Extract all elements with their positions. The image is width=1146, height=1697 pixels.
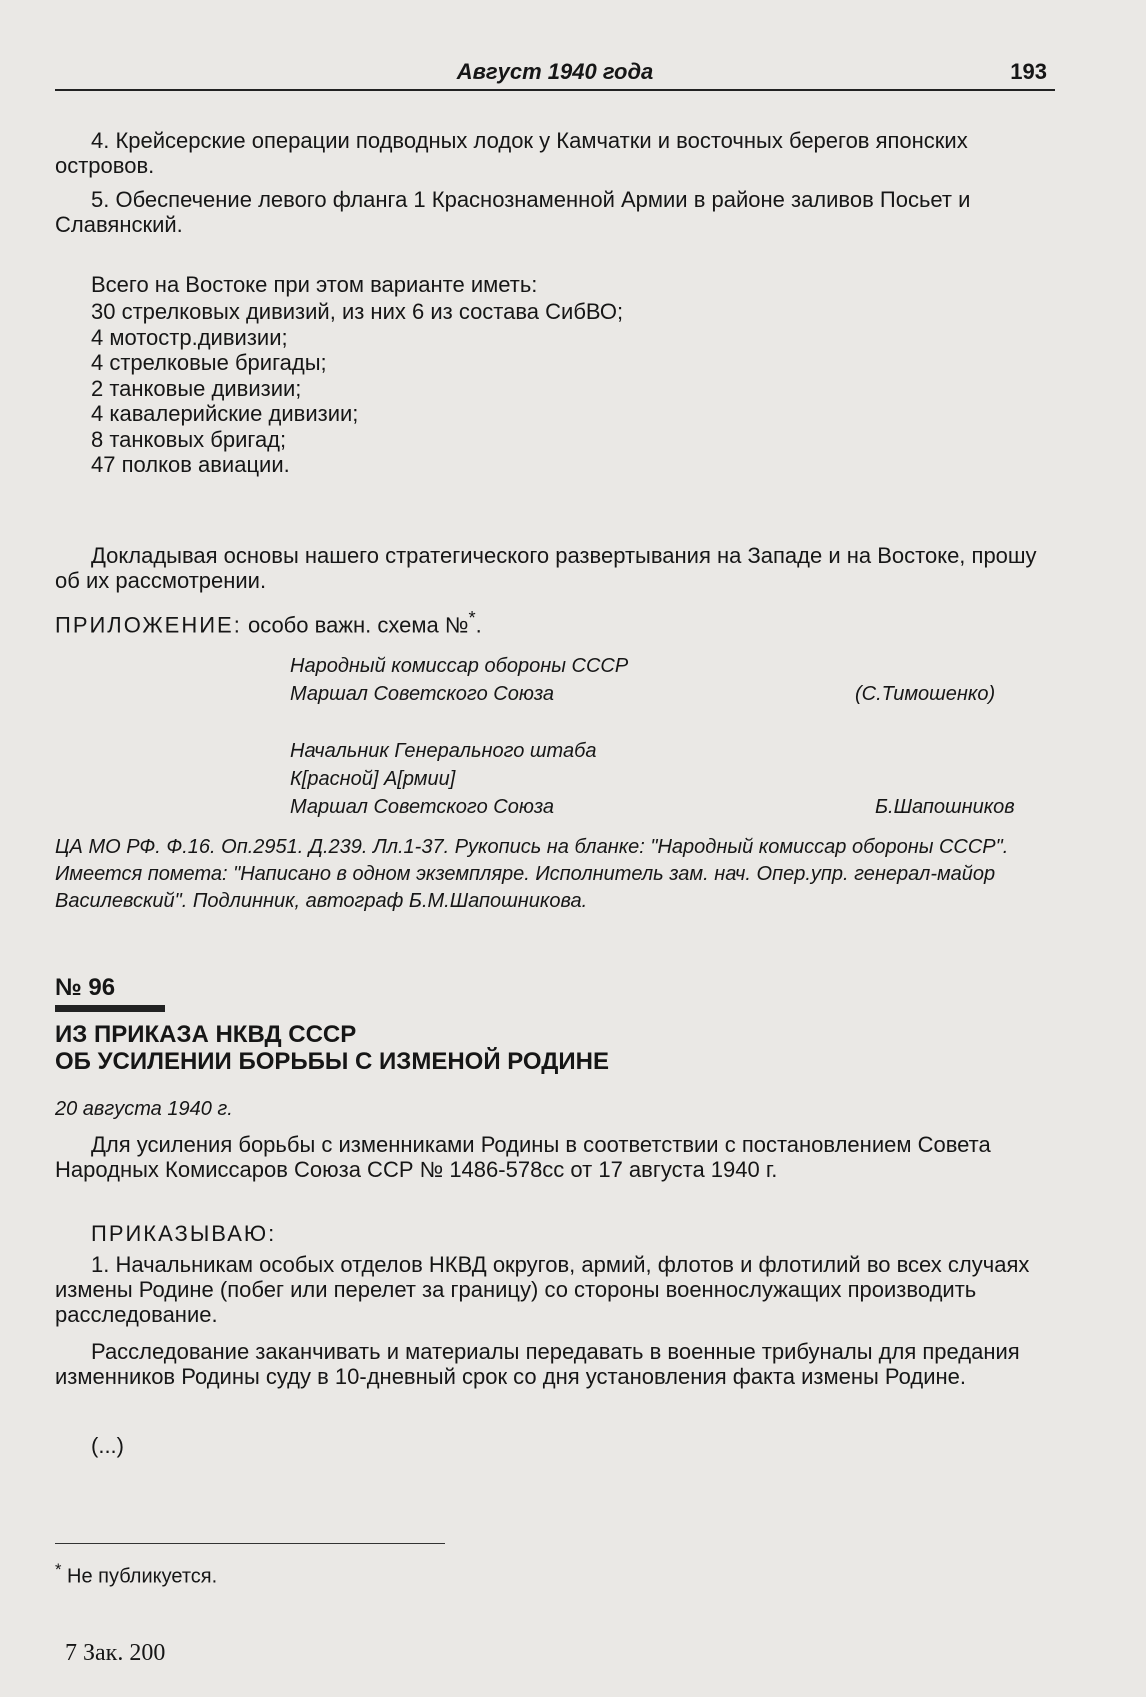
document-title-line-1: ИЗ ПРИКАЗА НКВД СССР — [55, 1021, 357, 1048]
omission-mark: (...) — [91, 1433, 124, 1458]
signatory-2-title: Начальник Генерального штаба — [290, 740, 597, 762]
document-number: № 96 — [55, 974, 116, 1001]
request-paragraph: Докладывая основы нашего стратегического развертывания на Западе и на Востоке, прошу об их рассмотрении. — [55, 543, 1037, 593]
signatory-2-rank: Маршал Советского Союза — [290, 796, 555, 818]
order-preamble: Для усиления борьбы с изменниками Родины в соответствии с постановлением Совета Народных Комиссаров Союза ССР № 1486-578сс от 17 августа 1940 г. — [55, 1132, 991, 1182]
signatory-1-title: Народный комиссар обороны СССР — [290, 655, 629, 677]
order-point-1: 1. Начальникам особых отделов НКВД округов, армий, флотов и флотилий во всех случаях измены Родине (побег или перелет за границу) со стороны военнослужащих производить расследование. — [55, 1252, 1030, 1327]
signatory-1-name: (С.Тимошенко) — [855, 683, 996, 705]
document-date: 20 августа 1940 г. — [55, 1098, 233, 1120]
forces-list — [91, 299, 991, 478]
list-item: 30 стрелковых дивизий, из них 6 из состава СибВО; — [91, 299, 624, 324]
total-intro: Всего на Востоке при этом варианте иметь: — [91, 272, 538, 297]
signatory-1-rank: Маршал Советского Союза — [290, 683, 555, 705]
running-header — [55, 55, 1055, 91]
page-number: 193 — [1010, 59, 1047, 84]
order-point-1-continued: Расследование заканчивать и материалы передавать в военные трибуналы для предания изменников Родины суду в 10-дневный срок со дня установления факта измены Родине. — [55, 1339, 1020, 1389]
list-item: 2 танковые дивизии; — [91, 375, 302, 401]
signatory-2-org: К[расной] А[рмии] — [290, 768, 456, 790]
list-item: 4 мотостр.дивизии; — [91, 324, 288, 350]
appendix-label: ПРИЛОЖЕНИЕ: — [55, 612, 242, 638]
plan-item-5: 5. Обеспечение левого фланга 1 Краснознаменной Армии в районе заливов Посьет и Славянский. — [55, 187, 971, 237]
order-word: ПРИКАЗЫВАЮ: — [91, 1221, 277, 1246]
footnote-mark: * — [55, 1560, 62, 1579]
appendix-end: . — [475, 612, 482, 638]
header-title: Август 1940 года — [456, 59, 654, 84]
print-signature: 7 Зак. 200 — [65, 1640, 166, 1666]
heading-rule — [55, 1005, 165, 1012]
document-title-line-2: ОБ УСИЛЕНИИ БОРЬБЫ С ИЗМЕНОЙ РОДИНЕ — [55, 1048, 609, 1075]
footnote — [55, 1560, 217, 1589]
list-item: 4 кавалерийские дивизии; — [91, 401, 359, 426]
list-item: 47 полков авиации. — [91, 452, 290, 477]
archive-source: ЦА МО РФ. Ф.16. Оп.2951. Д.239. Лл.1-37. Рукопись на бланке: "Народный комиссар обороны СССР". Имеется помета: "Написано в одном экземпляре. Исполнитель зам. нач. Опер.упр. генерал-майор Василевский". Подлинник, автограф Б.М.Шапошникова. — [55, 836, 1009, 912]
footnote-rule — [55, 1543, 445, 1544]
list-item: 8 танковых бригад; — [91, 426, 287, 452]
list-item: 4 стрелковые бригады; — [91, 350, 327, 375]
plan-item-4: 4. Крейсерские операции подводных лодок у Камчатки и восточных берегов японских островов. — [55, 128, 968, 178]
footnote-text: Не публикуется. — [67, 1565, 218, 1588]
signatory-2-name: Б.Шапошников — [875, 796, 1015, 818]
appendix-mark: * — [468, 607, 476, 628]
appendix-text: особо важн. схема № — [247, 612, 469, 638]
appendix-line — [55, 605, 1045, 637]
